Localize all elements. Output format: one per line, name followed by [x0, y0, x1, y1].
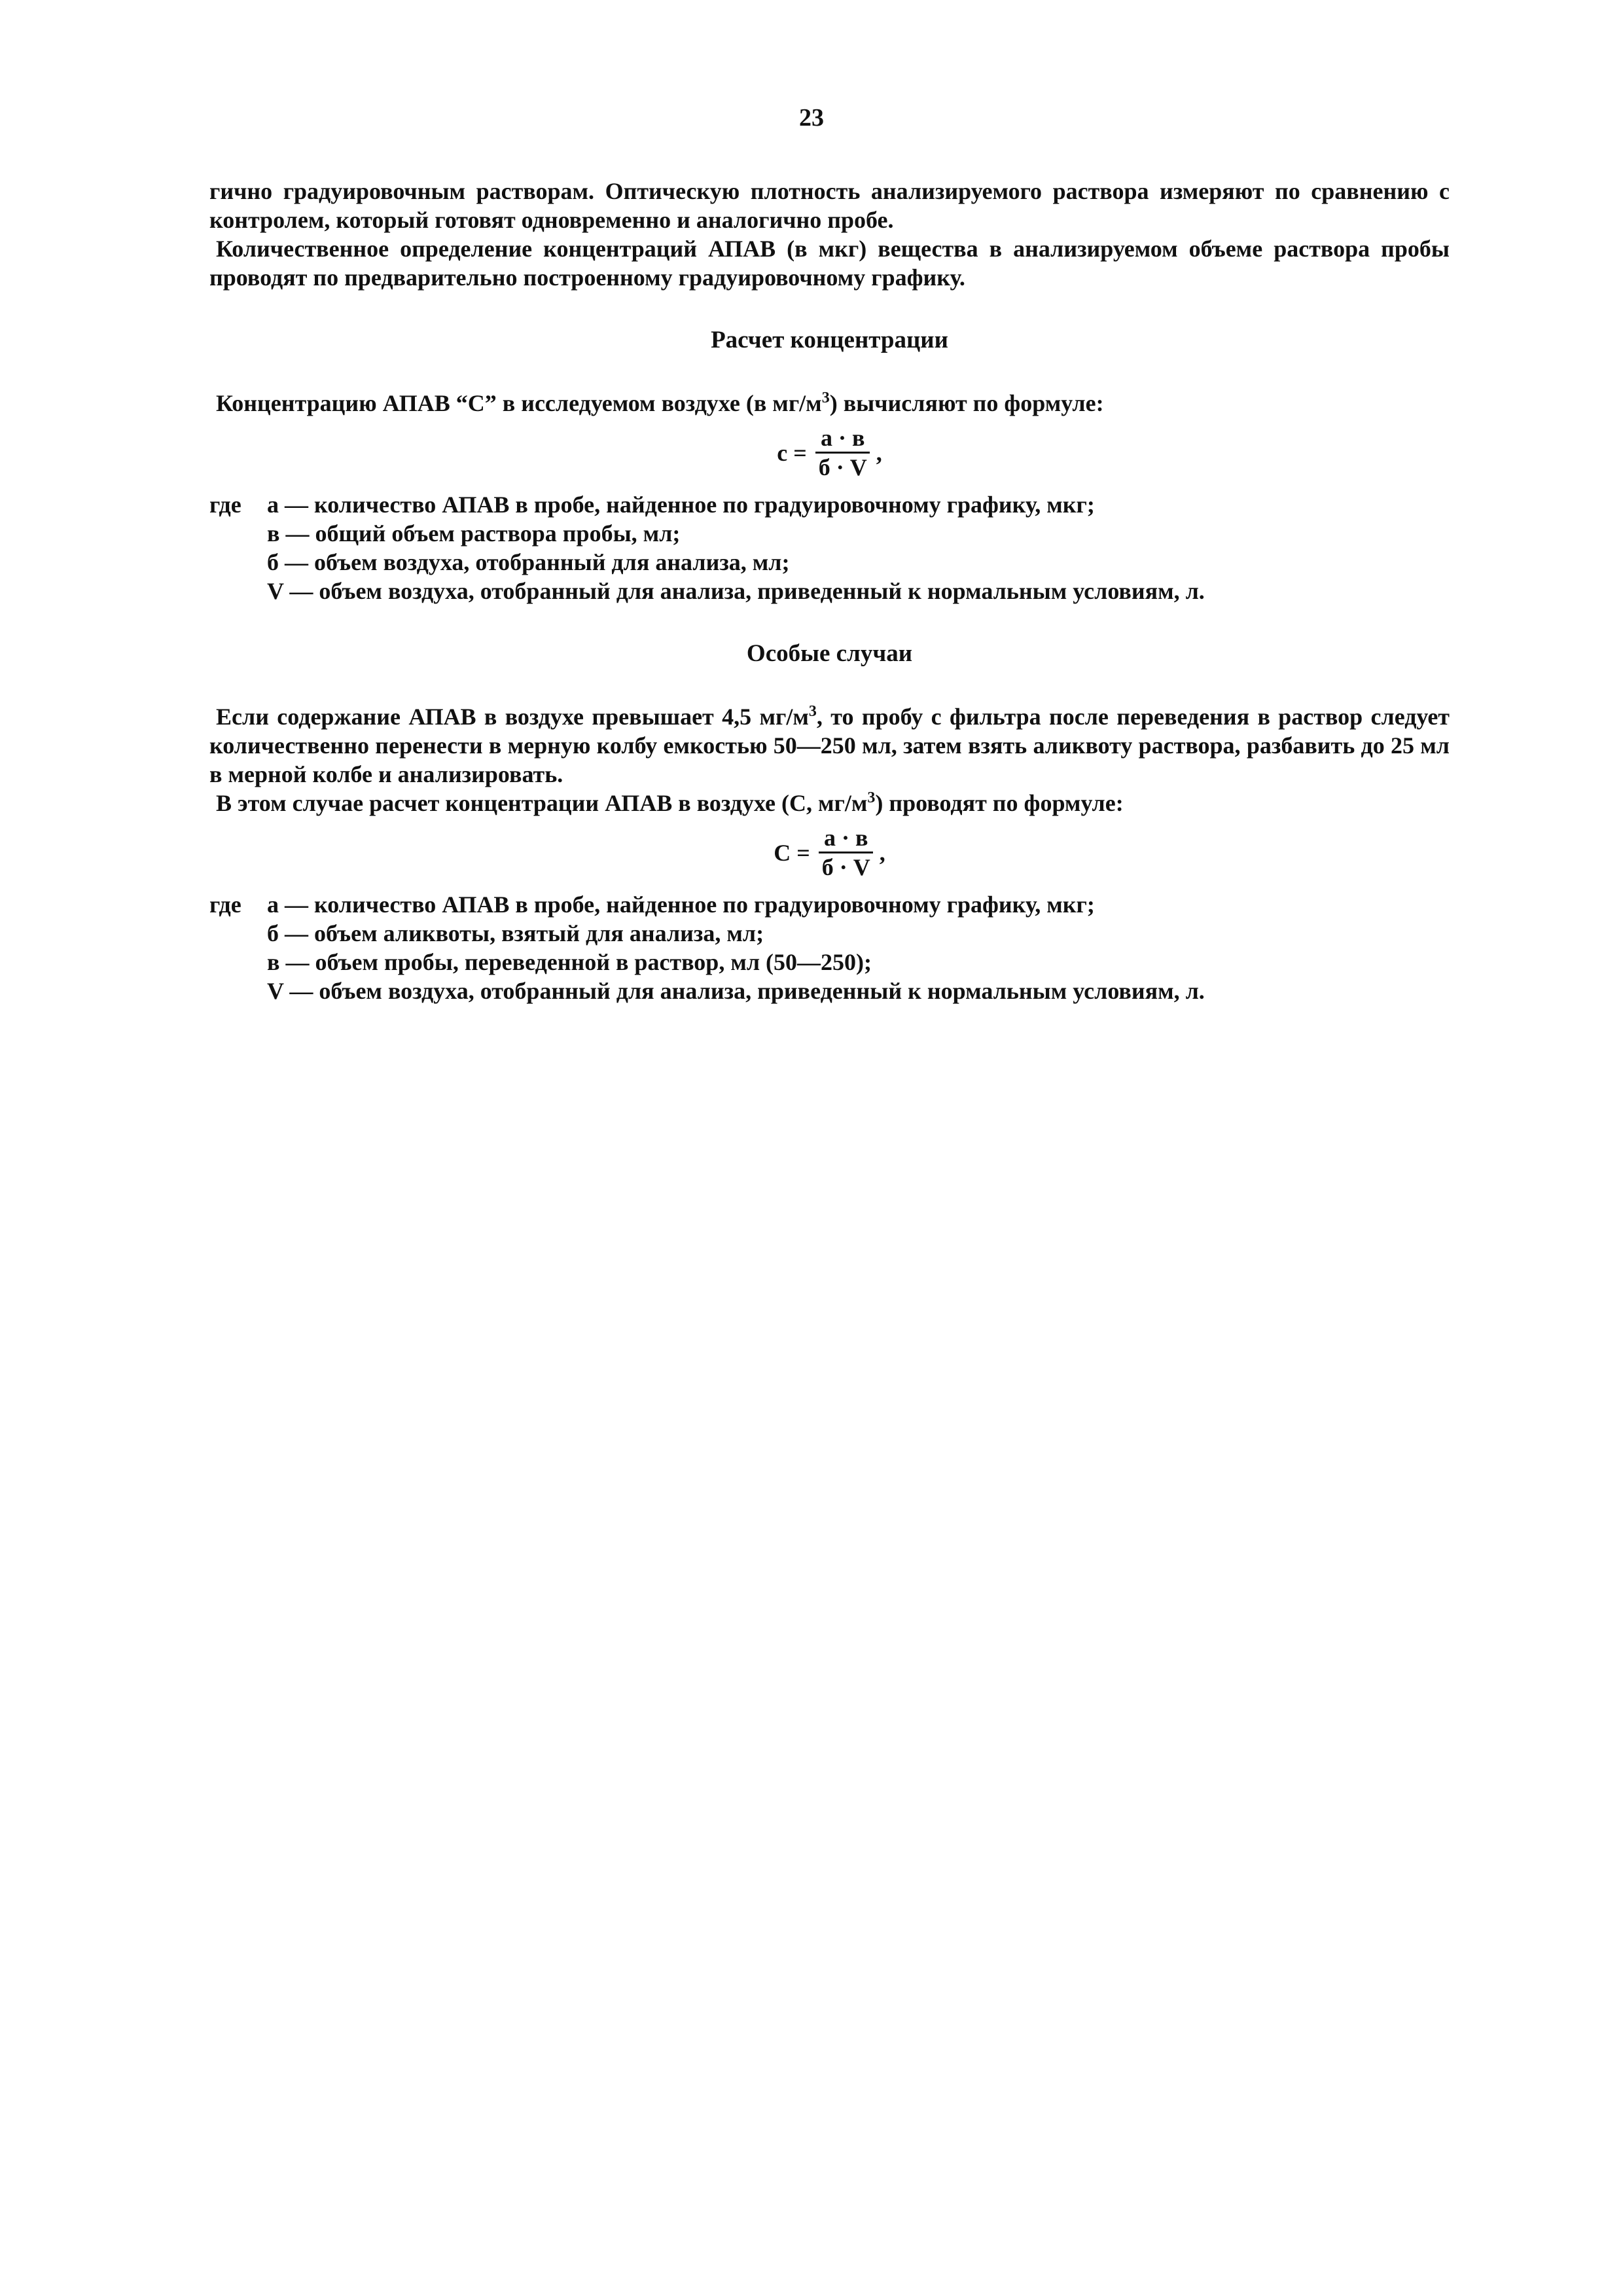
formula-1-definitions [209, 490, 1450, 605]
intro-paragraph-1: гично градуировочным растворам. Оптическую плотность анализируемого раствора измеряют по сравнению с контролем, который готовят одновременно и аналогично пробе. [209, 178, 1450, 233]
definition-row [209, 490, 1450, 519]
formula-1 [209, 425, 1450, 480]
definition-text: в — объем пробы, переведенной в раствор, мл (50—250); [267, 949, 872, 975]
formula-2 [209, 825, 1450, 880]
special-cases-text: Если содержание АПАВ в воздухе превышает 4,5 мг/м [216, 704, 809, 730]
definition-row [209, 948, 1450, 977]
definition-text: а — количество АПАВ в пробе, найденное по градуировочному графику, мкг; [267, 492, 1095, 518]
section-heading-calculation: Расчет концентрации [711, 327, 948, 353]
formula-1-numerator: а · в [815, 425, 870, 454]
definitions-lead: где [209, 492, 241, 518]
special-cases-text-2-end: ) проводят по формуле: [875, 790, 1124, 816]
formula-1-denominator: б · V [818, 454, 867, 480]
definitions-lead: где [209, 891, 241, 918]
formula-2-fraction [817, 825, 876, 880]
definition-text: в — общий объем раствора пробы, мл; [267, 520, 681, 547]
definition-text: V — объем воздуха, отобранный для анализа, приведенный к нормальным условиям, л. [267, 978, 1205, 1004]
definition-row [209, 548, 1450, 577]
formula-1-fraction [813, 425, 872, 480]
calculation-intro-text: Концентрацию АПАВ “С” в исследуемом воздухе (в мг/м [216, 390, 822, 416]
formula-2-tail: , [879, 839, 885, 866]
definition-text: б — объем аликвоты, взятый для анализа, мл; [267, 920, 764, 946]
section-heading-special-cases: Особые случаи [746, 640, 913, 667]
formula-1-lhs: с = [777, 439, 807, 466]
formula-1-tail: , [876, 439, 882, 466]
page-number: 23 [799, 104, 824, 132]
definition-row [209, 890, 1450, 919]
special-cases-text-2: В этом случае расчет концентрации АПАВ в воздухе (С, мг/м [216, 790, 868, 816]
formula-2-lhs: С = [774, 839, 810, 866]
definition-row [209, 519, 1450, 548]
unit-superscript: 3 [867, 789, 876, 806]
special-cases-paragraph-2 [209, 789, 1450, 817]
unit-superscript: 3 [808, 703, 817, 720]
definition-row [209, 977, 1450, 1005]
calculation-intro-text-end: ) вычисляют по формуле: [829, 390, 1104, 416]
unit-superscript: 3 [821, 389, 830, 406]
page-content [209, 177, 1450, 1005]
formula-2-definitions [209, 890, 1450, 1005]
formula-2-denominator: б · V [821, 854, 870, 880]
intro-paragraph-2: Количественное определение концентраций АПАВ (в мкг) вещества в анализируемом объеме раствора пробы проводят по предварительно построенному градуировочному графику. [209, 236, 1450, 291]
definition-row [209, 577, 1450, 605]
definition-text: а — количество АПАВ в пробе, найденное по градуировочному графику, мкг; [267, 891, 1095, 918]
formula-2-numerator: а · в [819, 825, 873, 853]
special-cases-paragraph-1 [209, 702, 1450, 789]
definition-text: V — объем воздуха, отобранный для анализа, приведенный к нормальным условиям, л. [267, 578, 1205, 604]
calculation-intro [209, 389, 1450, 418]
special-cases-text-end: , то пробу с фильтра после переведения в раствор следует количественно перенести в мерную колбу емкостью 50—250 мл, затем взять аликвоту раствора, разбавить до 25 мл в мерной колбе и анализировать. [209, 704, 1450, 787]
definition-text: б — объем воздуха, отобранный для анализа, мл; [267, 549, 790, 575]
definition-row [209, 919, 1450, 948]
